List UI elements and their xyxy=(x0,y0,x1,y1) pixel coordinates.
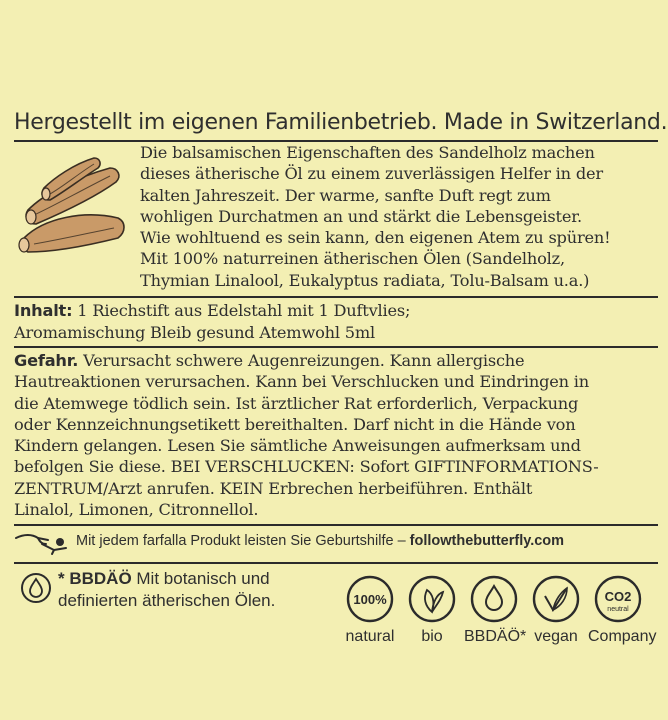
badge-bbdao xyxy=(464,574,527,646)
badge-bio-label: bio xyxy=(421,628,443,645)
intro-text: Die balsamischen Eigenschaften des Sandelholz machen dieses ätherische Öl zu einem zuverlässigen Helfer in der kalten Jahreszeit. Der warme, sanfte Duft regt zum wohligen Durchatmen an und stärkt die Lebensgeister. Wie wohltuend es sein kann, den eigenen Atem zu spüren! Mit 100% naturreinen ätherischen Ölen (Sandelholz, Thymian Linalool, Eukalyptus radiata, Tolu-Balsam u.a.) xyxy=(140,143,611,290)
contents-line-2: Aromamischung Bleib gesund Atemwohl 5ml xyxy=(14,322,376,342)
stork-baby-icon xyxy=(14,530,70,556)
made-in-text: Hergestellt im eigenen Familienbetrieb. Made in Switzerland. xyxy=(14,110,668,135)
birth-support-row xyxy=(14,530,658,556)
vegan-leaf-badge xyxy=(531,574,581,624)
badge-co2-sub: neutral xyxy=(607,606,629,613)
badge-vegan-label: vegan xyxy=(534,628,578,645)
leaves-badge xyxy=(407,574,457,624)
contents-section xyxy=(14,300,658,343)
badge-bbdao-label: BBDÄÖ* xyxy=(464,628,527,645)
hazard-text: Verursacht schwere Augenreizungen. Kann allergische Hautreaktionen verursachen. Kann bei Verschlucken und Eindringen in die Atemwege tödlich sein. Ist ärztlicher Rat erforderlich, Verpackung oder Kennzeichnungsetikett bereithalten. Darf nicht in die Hände von Kindern gelangen. Lesen Sie sämtliche Anweisungen aufmerksam und befolgen Sie diese. BEI VERSCHLUCKEN: Sofort GIFTINFORMATIONS- ZENTRUM/Arzt anrufen. KEIN Erbrechen herbeiführen. Enthält Linalol, Limonen, Citronnellol. xyxy=(14,351,599,520)
contents-line-1: 1 Riechstift aus Edelstahl mit 1 Duftvlies; xyxy=(72,301,411,320)
divider xyxy=(14,296,658,298)
bbdao-text-b: definierten ätherischen Ölen. xyxy=(58,591,276,610)
bbdao-code: * BBDÄÖ xyxy=(58,569,132,588)
100-percent-badge xyxy=(345,574,395,624)
badge-co2-label: Company xyxy=(588,628,657,645)
intro-section xyxy=(14,142,658,294)
divider xyxy=(14,346,658,348)
oil-drop-icon xyxy=(20,572,52,604)
badge-vegan xyxy=(526,574,586,646)
birth-support-text xyxy=(76,533,564,549)
divider xyxy=(14,524,658,526)
badge-natural-label: natural xyxy=(345,628,395,645)
badge-natural xyxy=(340,574,400,646)
sandalwood-illustration xyxy=(14,148,136,278)
hazard-section xyxy=(14,350,664,520)
contents-label: Inhalt: xyxy=(14,301,73,320)
badge-bio xyxy=(402,574,462,646)
divider xyxy=(14,562,658,564)
drop-badge xyxy=(469,574,519,624)
badge-co2 xyxy=(588,574,657,646)
bbdao-description xyxy=(58,568,328,612)
certifications-row xyxy=(14,568,658,678)
co2-neutral-badge xyxy=(593,574,643,624)
badge-co2-inner: CO2 xyxy=(604,589,632,604)
bbdao-text-a: Mit botanisch und xyxy=(131,569,270,588)
hazard-label: Gefahr. xyxy=(14,351,79,370)
website-link[interactable]: followthebutterfly.com xyxy=(409,533,565,549)
birth-support-message: Mit jedem farfalla Produkt leisten Sie Geburtshilfe – xyxy=(76,533,410,549)
badge-natural-inner: 100% xyxy=(353,592,387,607)
